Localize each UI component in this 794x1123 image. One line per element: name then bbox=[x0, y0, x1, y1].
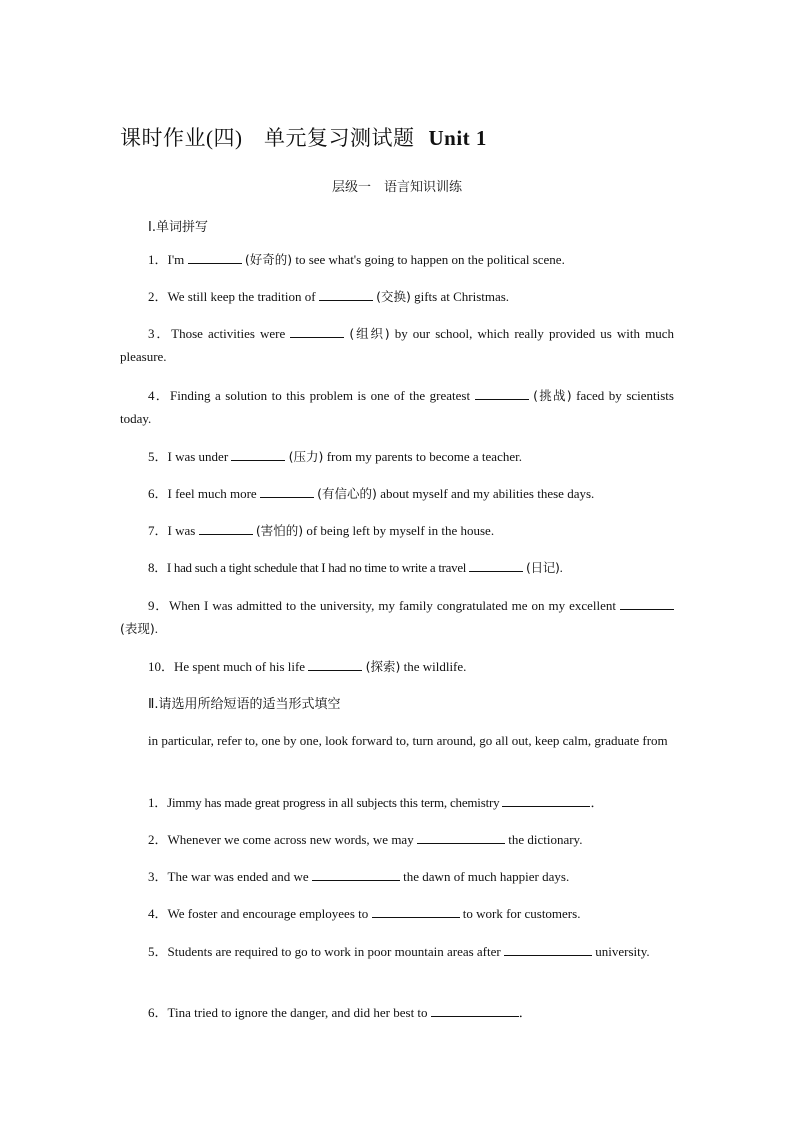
answer-blank[interactable] bbox=[502, 794, 590, 807]
s1-item-9 bbox=[120, 594, 674, 640]
item-text: I was bbox=[167, 523, 199, 538]
item-text: I feel much more bbox=[167, 486, 260, 501]
s1-item-6 bbox=[120, 482, 674, 505]
answer-blank[interactable] bbox=[188, 251, 242, 264]
item-hint: (组织) bbox=[349, 326, 390, 341]
item-number: 6． bbox=[148, 1005, 168, 1020]
item-number: 2． bbox=[148, 289, 168, 304]
item-text: Finding a solution to this problem is one of the greatest bbox=[170, 388, 475, 403]
item-number: 8． bbox=[148, 560, 167, 575]
s2-item-1 bbox=[120, 791, 674, 814]
item-number: 5． bbox=[148, 449, 168, 464]
item-text: Jimmy has made great progress in all subjects this term, chemistry bbox=[167, 795, 503, 810]
s2-item-2 bbox=[120, 828, 674, 851]
answer-blank[interactable] bbox=[620, 597, 674, 610]
item-text: Tina tried to ignore the danger, and did her best to bbox=[167, 1005, 431, 1020]
item-number: 3． bbox=[148, 326, 172, 341]
item-number: 1． bbox=[148, 252, 168, 267]
answer-blank[interactable] bbox=[231, 448, 285, 461]
phrase-bank: in particular, refer to, one by one, look forward to, turn around, go all out, keep calm, graduate from bbox=[148, 733, 668, 748]
answer-blank[interactable] bbox=[308, 658, 362, 671]
item-hint: (害怕的) bbox=[255, 523, 304, 538]
s2-item-4 bbox=[120, 902, 674, 925]
item-number: 1． bbox=[148, 795, 168, 810]
item-number: 9． bbox=[148, 598, 169, 613]
answer-blank[interactable] bbox=[417, 831, 505, 844]
item-text: I was under bbox=[167, 449, 232, 464]
section2-heading: Ⅱ.请选用所给短语的适当形式填空 bbox=[148, 697, 341, 712]
item-text: Those activities were bbox=[171, 326, 291, 341]
item-hint: (交换) bbox=[376, 289, 411, 304]
item-text: We still keep the tradition of bbox=[167, 289, 319, 304]
item-text: ． bbox=[590, 795, 604, 810]
item-text: about myself and my abilities these days. bbox=[376, 486, 595, 501]
item-text: to work for customers. bbox=[459, 906, 581, 921]
item-text: the dawn of much happier days. bbox=[399, 869, 570, 884]
item-text: Students are required to go to work in poor mountain areas after bbox=[167, 944, 504, 959]
s1-item-3 bbox=[120, 322, 674, 368]
item-number: 4． bbox=[148, 906, 168, 921]
item-text: faced by scientists today. bbox=[120, 388, 674, 426]
item-number: 5． bbox=[148, 944, 168, 959]
s1-item-1 bbox=[120, 248, 674, 271]
item-text: the wildlife. bbox=[400, 659, 467, 674]
s1-item-4 bbox=[120, 384, 674, 430]
item-text: to see what's going to happen on the political scene. bbox=[292, 252, 565, 267]
item-number: 2． bbox=[148, 832, 168, 847]
answer-blank[interactable] bbox=[372, 905, 460, 918]
item-hint: (探索) bbox=[365, 659, 401, 674]
item-hint: (压力) bbox=[288, 449, 324, 464]
item-hint: (挑战) bbox=[533, 388, 572, 403]
item-text: He spent much of his life bbox=[174, 659, 309, 674]
item-hint: (表现) bbox=[120, 621, 155, 636]
title-main: 课时作业(四) 单元复习测试题 bbox=[120, 126, 415, 150]
s1-item-8 bbox=[120, 556, 674, 579]
s1-item-2 bbox=[120, 285, 674, 308]
s2-item-3 bbox=[120, 865, 674, 888]
answer-blank[interactable] bbox=[475, 387, 529, 400]
item-hint: (日记) bbox=[526, 560, 560, 575]
answer-blank[interactable] bbox=[199, 522, 253, 535]
answer-blank[interactable] bbox=[312, 868, 400, 881]
s1-item-10 bbox=[120, 655, 674, 678]
item-text: the dictionary. bbox=[504, 832, 583, 847]
item-text: We foster and encourage employees to bbox=[167, 906, 372, 921]
item-number: 3． bbox=[148, 869, 168, 884]
answer-blank[interactable] bbox=[260, 485, 314, 498]
answer-blank[interactable] bbox=[504, 943, 592, 956]
item-text: ． bbox=[518, 1005, 532, 1020]
item-text: I'm bbox=[167, 252, 188, 267]
item-text: I had such a tight schedule that I had no time to write a travel bbox=[166, 560, 470, 575]
s1-item-7 bbox=[120, 519, 674, 542]
section1-heading: Ⅰ.单词拼写 bbox=[148, 220, 208, 235]
item-number: 6． bbox=[148, 486, 168, 501]
item-text: When I was admitted to the university, my family congratulated me on my excellent bbox=[168, 598, 620, 613]
item-text: of being left by myself in the house. bbox=[303, 523, 495, 538]
item-number: 7． bbox=[148, 523, 168, 538]
s1-item-5 bbox=[120, 445, 674, 468]
title-unit: Unit 1 bbox=[428, 126, 487, 150]
item-text: . bbox=[154, 621, 159, 636]
s2-item-6 bbox=[120, 1001, 674, 1024]
item-text: by our school, which really provided us with much pleasure. bbox=[120, 326, 674, 364]
answer-blank[interactable] bbox=[431, 1004, 519, 1017]
item-text: university. bbox=[591, 944, 650, 959]
item-text: gifts at Christmas. bbox=[410, 289, 510, 304]
page-title bbox=[120, 122, 487, 152]
answer-blank[interactable] bbox=[290, 325, 344, 338]
item-text: The war was ended and we bbox=[167, 869, 312, 884]
answer-blank[interactable] bbox=[319, 288, 373, 301]
item-text: from my parents to become a teacher. bbox=[323, 449, 522, 464]
answer-blank[interactable] bbox=[469, 559, 523, 572]
s2-item-5 bbox=[120, 940, 674, 963]
item-text: Whenever we come across new words, we may bbox=[167, 832, 417, 847]
item-text: . bbox=[559, 560, 563, 575]
item-number: 4． bbox=[148, 388, 171, 403]
item-hint: (有信心的) bbox=[317, 486, 377, 501]
level-heading: 层级一 语言知识训练 bbox=[331, 180, 462, 195]
item-hint: (好奇的) bbox=[244, 252, 293, 267]
item-number: 10． bbox=[148, 659, 175, 674]
